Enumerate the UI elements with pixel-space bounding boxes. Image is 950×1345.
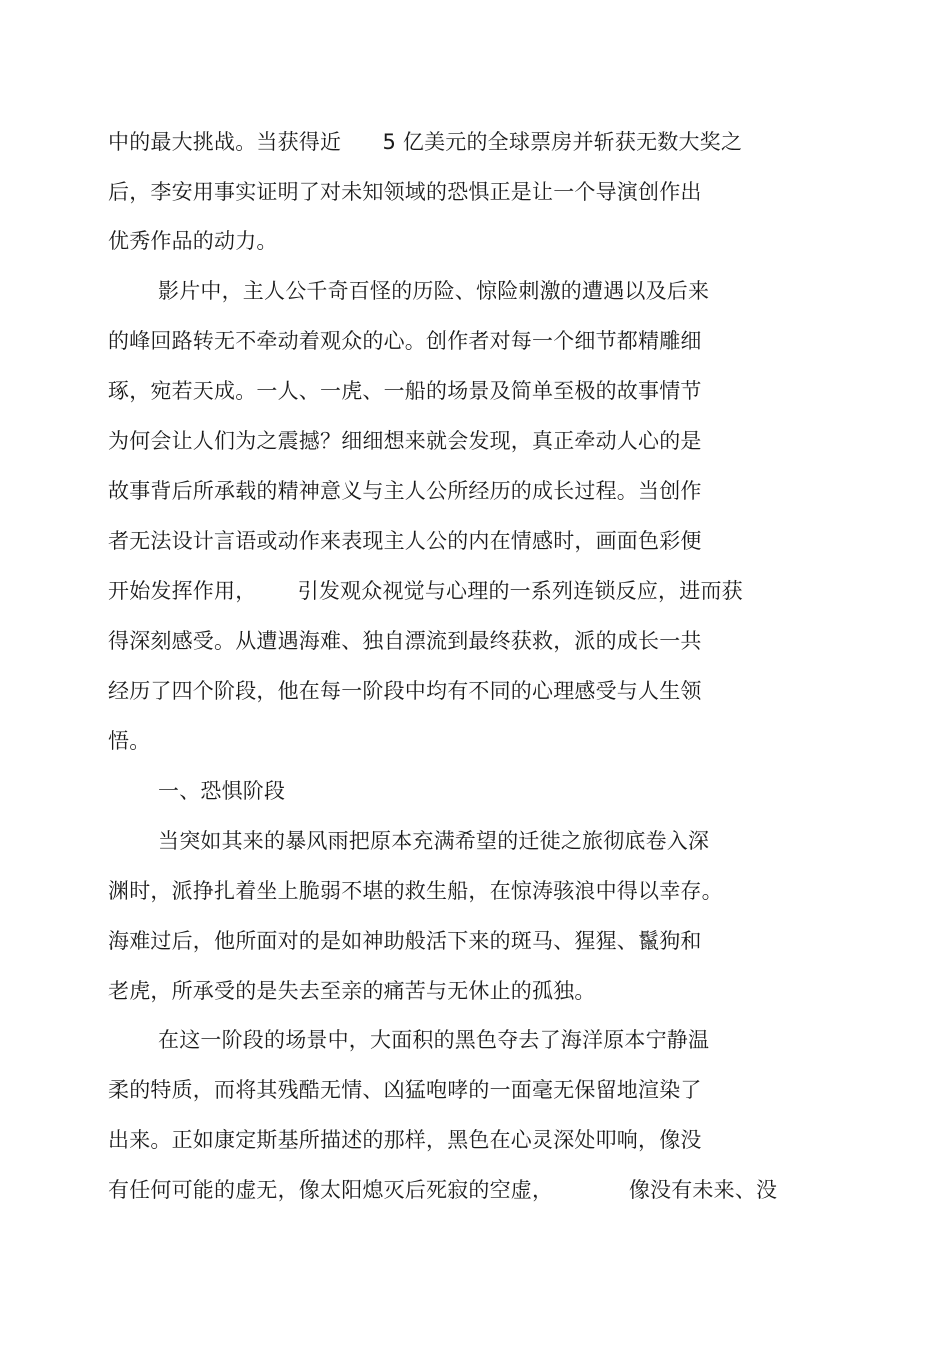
text-line: 有任何可能的虚无，像太阳熄灭后死寂的空虚， 像没有未来、没 xyxy=(108,1178,778,1202)
paragraph-start-line: 在这一阶段的场景中，大面积的黑色夺去了海洋原本宁静温 xyxy=(158,1028,710,1052)
text-line: 优秀作品的动力。 xyxy=(108,229,278,253)
section-heading: 一、恐惧阶段 xyxy=(158,779,286,803)
text-line: 得深刻感受。从遭遇海难、独自漂流到最终获救，派的成长一共 xyxy=(108,629,702,653)
text-line: 经历了四个阶段，他在每一阶段中均有不同的心理感受与人生领 xyxy=(108,679,702,703)
paragraph-start-line: 影片中，主人公千奇百怪的历险、惊险刺激的遭遇以及后来 xyxy=(158,279,710,303)
text-line: 悟。 xyxy=(108,729,151,753)
text-line: 为何会让人们为之震撼？细细想来就会发现，真正牵动人心的是 xyxy=(108,429,702,453)
text-line: 故事背后所承载的精神意义与主人公所经历的成长过程。当创作 xyxy=(108,479,702,503)
text-line: 柔的特质，而将其残酷无情、凶猛咆哮的一面毫无保留地渲染了 xyxy=(108,1078,702,1102)
text-line: 开始发挥作用， 引发观众视觉与心理的一系列连锁反应，进而获 xyxy=(108,579,743,603)
text-line: 海难过后，他所面对的是如神助般活下来的斑马、猩猩、鬣狗和 xyxy=(108,929,702,953)
text-line: 后，李安用事实证明了对未知领域的恐惧正是让一个导演创作出 xyxy=(108,180,702,204)
text-line: 的峰回路转无不牵动着观众的心。创作者对每一个细节都精雕细 xyxy=(108,329,702,353)
paragraph-start-line: 当突如其来的暴风雨把原本充满希望的迁徙之旅彻底卷入深 xyxy=(158,829,710,853)
text-line: 中的最大挑战。当获得近 5 亿美元的全球票房并斩获无数大奖之 xyxy=(108,130,743,154)
text-line: 者无法设计言语或动作来表现主人公的内在情感时，画面色彩便 xyxy=(108,529,702,553)
text-line: 渊时，派挣扎着坐上脆弱不堪的救生船，在惊涛骇浪中得以幸存。 xyxy=(108,879,723,903)
text-line: 出来。正如康定斯基所描述的那样，黑色在心灵深处叩响，像没 xyxy=(108,1128,702,1152)
text-line: 老虎，所承受的是失去至亲的痛苦与无休止的孤独。 xyxy=(108,979,596,1003)
text-line: 琢，宛若天成。一人、一虎、一船的场景及简单至极的故事情节 xyxy=(108,379,702,403)
